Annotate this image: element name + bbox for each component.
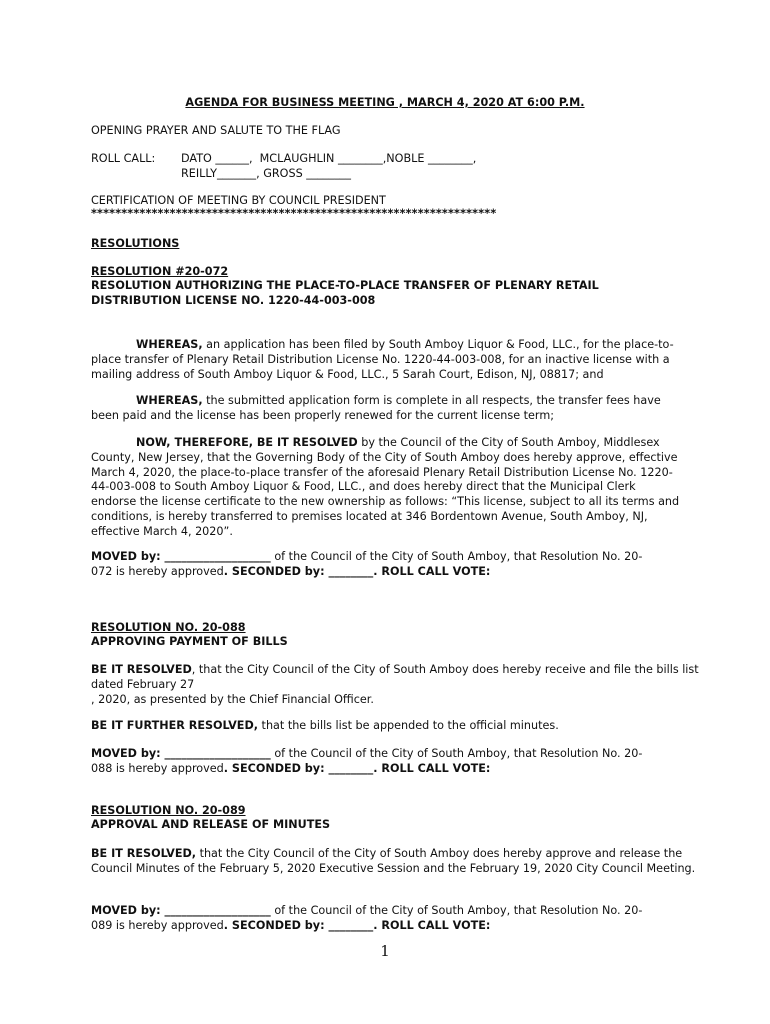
moved-text: of the Council of the City of South Amboy, that Resolution No. 20-072 is hereby approved bbox=[91, 550, 643, 578]
resolution-1-resolved bbox=[91, 436, 681, 540]
agenda-title: AGENDA FOR BUSINESS MEETING , MARCH 4, 2020 AT 6:00 P.M. bbox=[185, 96, 585, 109]
resolution-2-number: RESOLUTION NO. 20-088 bbox=[91, 621, 246, 634]
resolution-1-motion bbox=[91, 550, 651, 580]
resolved-text: by the Council of the City of South Amboy, Middlesex County, New Jersey, that the Governing Body of the City of South Amboy does hereby approve, effective March 4, 2020, the place-to-place transfer of the aforesaid Plenary Retail Distribution License No. 1220-44-003-008 to South Amboy Liquor & Food, LLC., and does hereby direct that the Municipal Clerk endorse the license certificate to the new ownership as follows: “This license, subject to all its terms and conditions, is hereby transferred to premises located at 346 Bordentown Avenue, South Amboy, NJ, effective March 4, 2020”. bbox=[91, 436, 683, 538]
separator-stars: ******************************************************************* bbox=[91, 207, 497, 220]
moved-text: of the Council of the City of South Amboy, that Resolution No. 20-089 is hereby approved bbox=[91, 904, 643, 932]
roll-call-line-1: DATO ______, MCLAUGHLIN ________,NOBLE ________, bbox=[181, 152, 477, 165]
opening-prayer: OPENING PRAYER AND SALUTE TO THE FLAG bbox=[91, 124, 341, 137]
resolution-1-whereas-2 bbox=[91, 394, 674, 424]
whereas-lead: WHEREAS, bbox=[136, 394, 203, 407]
resolved-text: , that the City Council of the City of South Amboy does hereby receive and file the bills list dated February 27 , 2020, as presented by the Chief Financial Officer. bbox=[91, 663, 699, 706]
moved-label: MOVED by: ___________________ bbox=[91, 747, 271, 760]
whereas-text: the submitted application form is complete in all respects, the transfer fees have been paid and the license has been properly renewed for the current license term; bbox=[91, 394, 665, 422]
resolution-1-title: RESOLUTION AUTHORIZING THE PLACE-TO-PLACE TRANSFER OF PLENARY RETAIL DISTRIBUTION LICENSE NO. 1220-44-003-008 bbox=[91, 279, 603, 307]
roll-call-line-2: REILLY_______, GROSS ________ bbox=[181, 166, 351, 180]
resolution-2-title: APPROVING PAYMENT OF BILLS bbox=[91, 635, 288, 648]
resolved-lead: BE IT RESOLVED bbox=[91, 663, 192, 676]
seconded-text: . SECONDED by: ________. ROLL CALL VOTE: bbox=[223, 761, 491, 775]
page-number: 1 bbox=[380, 942, 390, 960]
resolution-2-resolved bbox=[91, 663, 699, 707]
moved-text: of the Council of the City of South Amboy, that Resolution No. 20-088 is hereby approved bbox=[91, 747, 643, 775]
resolution-1-number: RESOLUTION #20-072 bbox=[91, 265, 229, 278]
certification-line: CERTIFICATION OF MEETING BY COUNCIL PRESIDENT bbox=[91, 194, 386, 207]
further-text: that the bills list be appended to the official minutes. bbox=[258, 719, 559, 732]
seconded-text: . SECONDED by: ________. ROLL CALL VOTE: bbox=[223, 564, 491, 578]
resolution-2-motion bbox=[91, 747, 651, 777]
whereas-text: an application has been filed by South Amboy Liquor & Food, LLC., for the place-to-place transfer of Plenary Retail Distribution License No. 1220-44-003-008, for an inactive license with a mailing address of South Amboy Liquor & Food, LLC., 5 Sarah Court, Edison, NJ, 08817; and bbox=[91, 338, 674, 381]
resolution-3-motion bbox=[91, 904, 651, 934]
seconded-text: . SECONDED by: ________. ROLL CALL VOTE: bbox=[223, 918, 491, 932]
resolved-lead: BE IT RESOLVED, bbox=[91, 847, 197, 860]
resolution-3-number: RESOLUTION NO. 20-089 bbox=[91, 804, 246, 817]
resolved-text: that the City Council of the City of South Amboy does hereby approve and release the Council Minutes of the February 5, 2020 Executive Session and the February 19, 2020 City Council Meeting. bbox=[91, 847, 696, 875]
whereas-lead: WHEREAS, bbox=[136, 338, 203, 351]
moved-label: MOVED by: ___________________ bbox=[91, 550, 271, 563]
roll-call-names bbox=[181, 152, 476, 182]
moved-label: MOVED by: ___________________ bbox=[91, 904, 271, 917]
resolutions-heading: RESOLUTIONS bbox=[91, 237, 180, 250]
further-lead: BE IT FURTHER RESOLVED, bbox=[91, 719, 258, 732]
resolution-3-title: APPROVAL AND RELEASE OF MINUTES bbox=[91, 818, 331, 831]
resolved-lead: NOW, THEREFORE, BE IT RESOLVED bbox=[136, 436, 358, 449]
resolution-2-further bbox=[91, 719, 701, 734]
resolution-3-resolved bbox=[91, 847, 699, 877]
roll-call-label: ROLL CALL: bbox=[91, 152, 156, 165]
resolution-1-whereas-1 bbox=[91, 338, 674, 382]
